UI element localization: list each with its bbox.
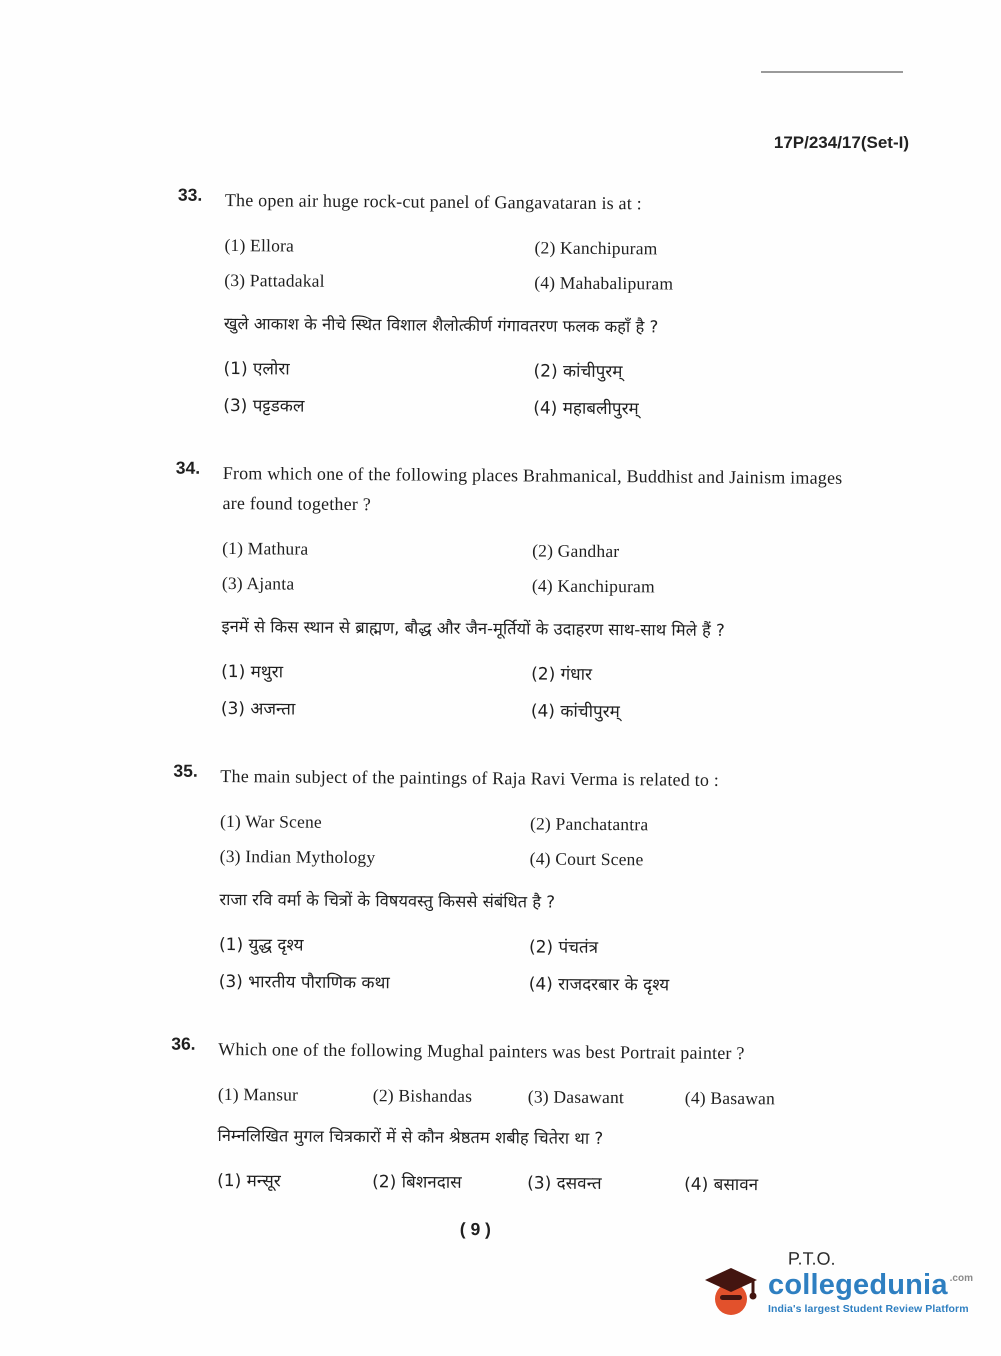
- option-hi-4: (4) महाबलीपुरम्: [533, 398, 639, 420]
- question-number: 36.: [171, 1033, 196, 1054]
- option-hi-4: (4) कांचीपुरम्: [530, 701, 620, 723]
- question-text-hi: खुले आकाश के नीचे स्थित विशाल शैलोत्कीर्ण गंगावतरण फलक कहाँ है ?: [223, 313, 659, 337]
- brand-name: collegedunia: [767, 1268, 948, 1301]
- collegedunia-logo: [703, 1264, 973, 1320]
- option-en-4: (4) Mahabalipuram: [534, 272, 674, 294]
- question-text-hi: इनमें से किस स्थान से ब्राह्मण, बौद्ध और जैन-मूर्तियों के उदाहरण साथ-साथ मिले हैं ?: [221, 616, 725, 640]
- pto-label: P.T.O.: [787, 1248, 836, 1269]
- option-en-4: (4) Court Scene: [529, 848, 644, 870]
- option-hi-2: (2) गंधार: [531, 664, 593, 685]
- question-33: [177, 184, 906, 421]
- option-hi-1: (1) मन्सूर: [217, 1170, 281, 1192]
- option-en-2: (2) Panchatantra: [529, 813, 649, 835]
- question-34: [175, 457, 904, 724]
- brand-suffix: .com: [949, 1272, 973, 1284]
- option-hi-4: (4) राजदरबार के दृश्य: [528, 974, 670, 996]
- question-text-en: From which one of the following places Brahmanical, Buddhist and Jainism images are found together ?: [222, 462, 843, 515]
- question-number: 35.: [173, 760, 198, 781]
- options-en: [218, 1084, 899, 1110]
- scan-artifact-line: [761, 71, 903, 73]
- option-hi-1: (1) युद्ध दृश्य: [218, 934, 304, 956]
- question-text-hi: निम्नलिखित मुगल चित्रकारों में से कौन श्रेष्ठतम शबीह चितेरा था ?: [217, 1125, 604, 1148]
- option-hi-3: (3) पट्टडकल: [223, 395, 305, 417]
- option-en-2: (2) Kanchipuram: [534, 237, 658, 259]
- question-text-en: The main subject of the paintings of Raja Ravi Verma is related to :: [220, 765, 720, 790]
- option-hi-2: (2) पंचतंत्र: [528, 937, 599, 958]
- options-en: [224, 235, 905, 296]
- option-hi-1: (1) मथुरा: [221, 661, 284, 683]
- brand-tagline: India's largest Student Review Platform: [767, 1302, 969, 1315]
- option-hi-3: (3) अजन्ता: [220, 698, 296, 720]
- question-36: [171, 1033, 899, 1196]
- option-en-3: (3) Ajanta: [221, 572, 295, 594]
- question-number: 34.: [175, 457, 201, 478]
- option-hi-1: (1) एलोरा: [223, 358, 290, 380]
- question-head: [173, 760, 901, 796]
- question-text-hi: राजा रवि वर्मा के चित्रों के विषयवस्तु किससे संबंधित है ?: [219, 889, 556, 912]
- options-hi: [219, 932, 900, 997]
- question-number: 33.: [177, 184, 203, 205]
- questions-section: [171, 184, 906, 1270]
- option-en-1: (1) Mansur: [217, 1083, 299, 1105]
- option-en-1: (1) Mathura: [222, 537, 309, 559]
- options-hi: [221, 659, 902, 724]
- logo-text: [768, 1270, 973, 1315]
- graduation-cap-icon: [703, 1264, 759, 1320]
- question-text-en: The open air huge rock-cut panel of Gangavataran is at :: [224, 189, 642, 214]
- question-head: [171, 1033, 899, 1069]
- question-text-en: Which one of the following Mughal painters was best Portrait painter ?: [218, 1038, 745, 1064]
- paper-code: 17P/234/17(Set-I): [773, 133, 909, 152]
- option-en-3: (3) Pattadakal: [224, 269, 325, 291]
- option-hi-3: (3) दसवन्त: [527, 1173, 602, 1194]
- option-hi-2: (2) कांचीपुरम्: [533, 361, 623, 383]
- options-en: [220, 811, 901, 872]
- page-number: ( 9 ): [459, 1218, 492, 1240]
- option-en-4: (4) Basawan: [684, 1087, 776, 1109]
- options-hi: [217, 1168, 898, 1196]
- question-35: [173, 760, 902, 997]
- option-en-3: (3) Dasawant: [527, 1086, 625, 1108]
- option-en-2: (2) Gandhar: [532, 540, 620, 562]
- option-en-3: (3) Indian Mythology: [219, 845, 376, 868]
- question-head: [177, 184, 906, 220]
- options-hi: [223, 356, 904, 421]
- option-hi-3: (3) भारतीय पौराणिक कथा: [218, 971, 390, 994]
- option-en-4: (4) Kanchipuram: [531, 575, 655, 597]
- question-head: [175, 457, 903, 523]
- option-hi-2: (2) बिशनदास: [372, 1172, 462, 1193]
- option-hi-4: (4) बसावन: [684, 1174, 759, 1196]
- option-en-1: (1) Ellora: [224, 234, 295, 256]
- option-en-1: (1) War Scene: [219, 810, 323, 832]
- options-en: [222, 538, 903, 599]
- option-en-2: (2) Bishandas: [372, 1085, 473, 1106]
